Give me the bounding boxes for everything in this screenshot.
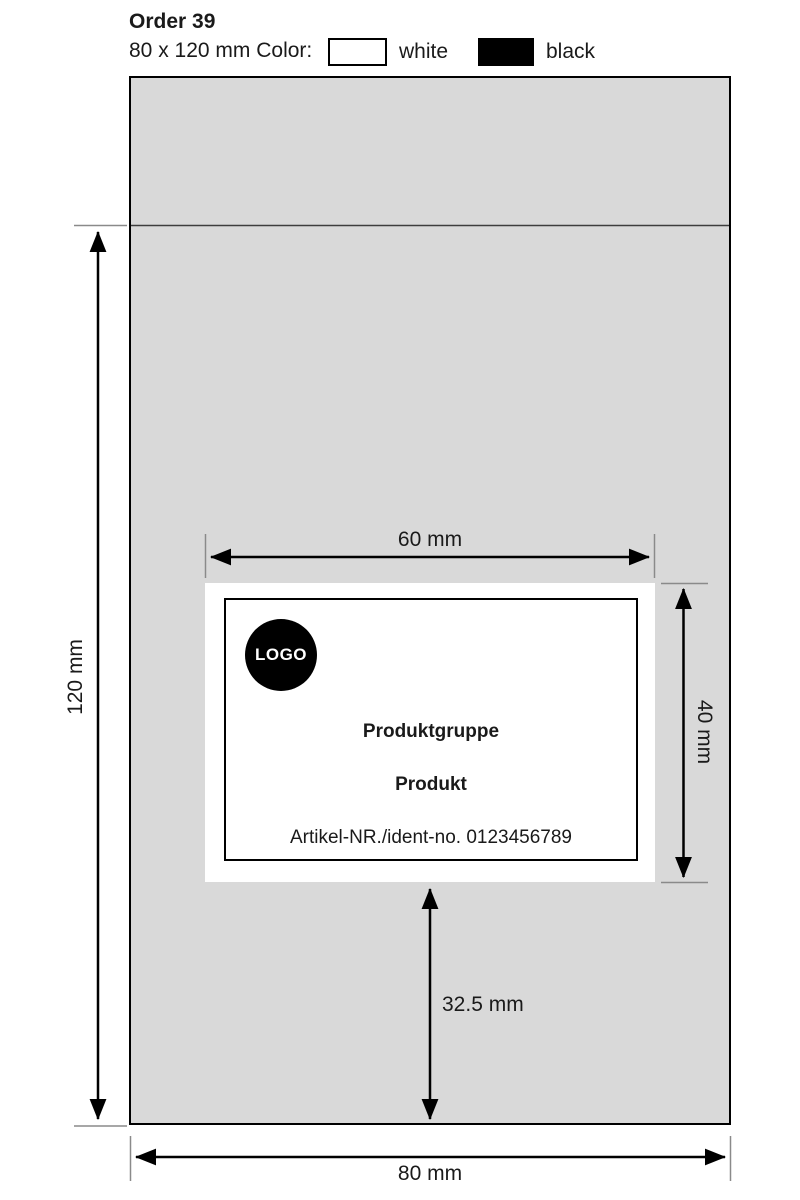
label-border-box [224, 598, 638, 861]
dim-80mm-label: 80 mm [397, 1162, 463, 1185]
dim-40mm-label: 40 mm [693, 699, 716, 765]
size-color-label: 80 x 120 mm Color: [129, 39, 313, 62]
black-color-swatch [478, 38, 534, 66]
logo-badge [245, 619, 317, 691]
dim-60mm-label: 60 mm [397, 528, 463, 551]
article-number-text: Artikel-NR./ident-no. 0123456789 [289, 827, 572, 848]
white-color-swatch [328, 38, 387, 66]
black-swatch-label: black [546, 40, 596, 63]
label-area [205, 583, 655, 882]
dim-120mm-label: 120 mm [64, 639, 87, 715]
white-swatch-label: white [399, 40, 449, 63]
logo-text: LOGO [254, 645, 308, 664]
product-group-text: Produktgruppe [362, 721, 500, 742]
dim-32-5mm-label: 32.5 mm [442, 993, 524, 1016]
product-text: Produkt [395, 774, 467, 795]
page-title: Order 39 [129, 10, 216, 33]
